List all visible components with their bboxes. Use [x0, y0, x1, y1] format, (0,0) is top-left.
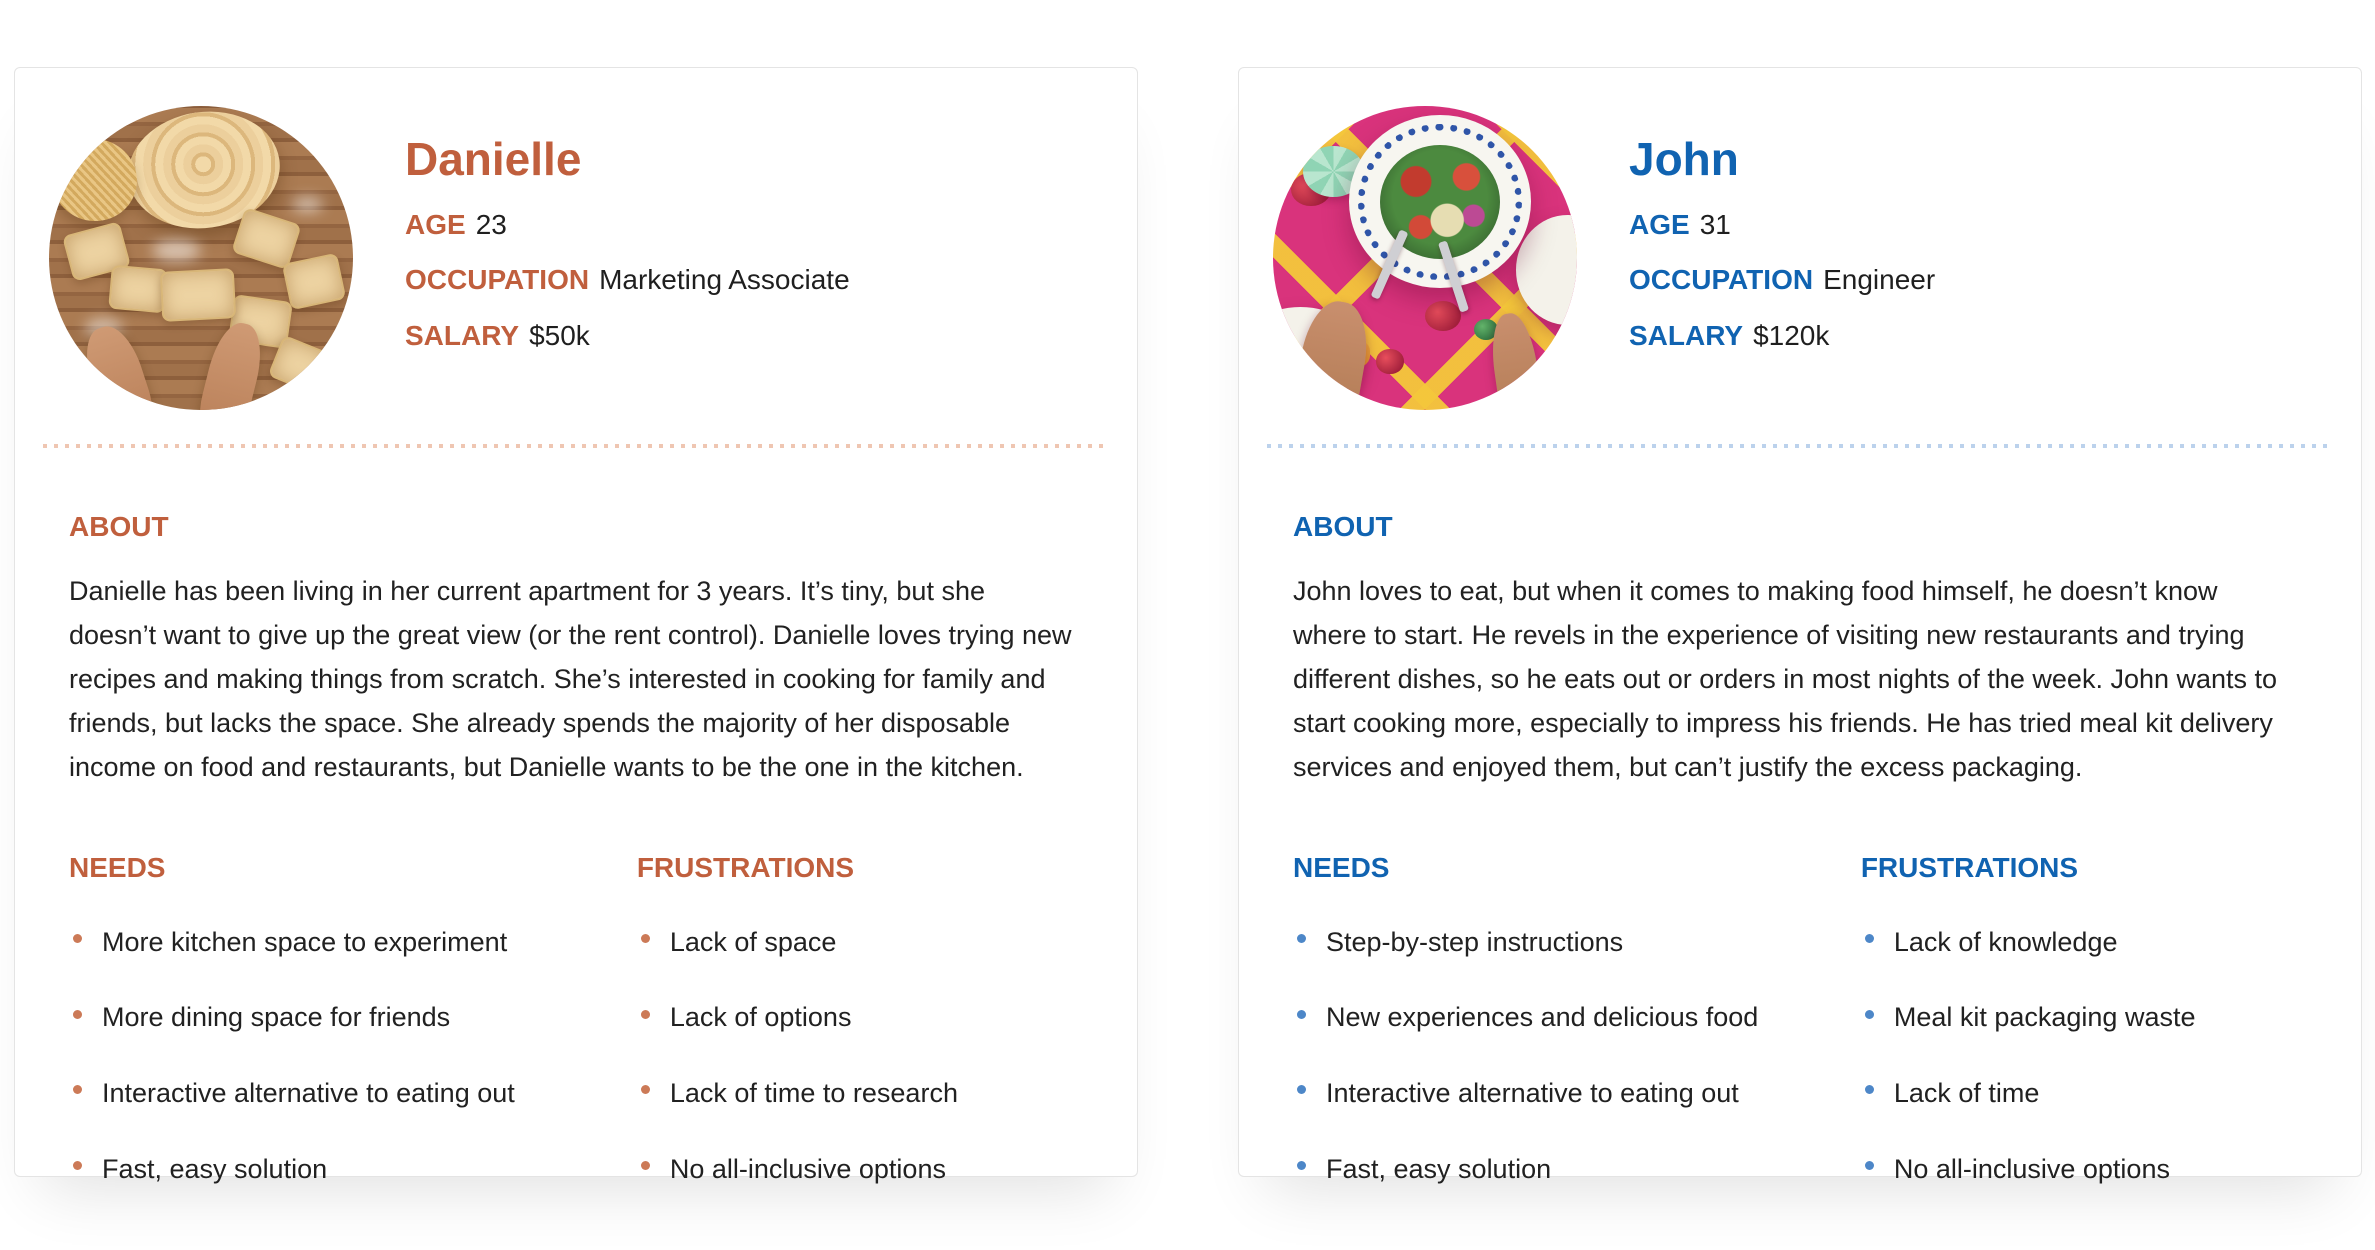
- list-item-text: Lack of time to research: [669, 1078, 958, 1109]
- list-item: [1861, 1001, 2307, 1035]
- ravioli-piece: [282, 253, 346, 310]
- frustrations-list: [1861, 926, 2307, 1187]
- about-heading: ABOUT: [1293, 511, 1393, 542]
- about-section: [69, 512, 1083, 789]
- age-value: 23: [475, 208, 507, 240]
- persona-fields: [1629, 210, 1935, 352]
- list-item-text: Fast, easy solution: [102, 1153, 328, 1184]
- about-text: John loves to eat, but when it comes to making food himself, he doesn’t know where to start. He revels in the experience of visiting new restaurants and trying different dishes, so he eats out or orders in most nights of the week. John wants to start cooking more, especially to impress his friends. He has tried meal kit delivery services and enjoyed them, but can’t justify the excess packaging.: [1293, 575, 2278, 782]
- about-section: [1293, 512, 2307, 789]
- occupation-field: [1629, 265, 1935, 296]
- ravioli-piece: [108, 265, 167, 313]
- persona-card-john: [1238, 67, 2362, 1184]
- side-plate: [1516, 215, 1577, 324]
- age-value: 31: [1699, 208, 1731, 240]
- dinner-table-photo: [1273, 106, 1577, 410]
- persona-header: [15, 68, 1137, 410]
- needs-frustrations-section: [69, 853, 1083, 1187]
- rose-pattern: [1425, 301, 1461, 331]
- list-item: [69, 1001, 637, 1035]
- needs-column: [69, 853, 637, 1187]
- flour-dust: [292, 197, 322, 212]
- list-item: [637, 1077, 1083, 1111]
- pasta-making-photo: [49, 106, 353, 410]
- dotted-divider: [43, 444, 1109, 448]
- bullet-dot-icon: [73, 1161, 82, 1170]
- salary-label: SALARY: [1629, 320, 1744, 352]
- list-item-text: No all-inclusive options: [1893, 1153, 2170, 1184]
- persona-header: [1239, 68, 2361, 410]
- frustrations-column: [1861, 853, 2307, 1187]
- frustrations-list: [637, 926, 1083, 1187]
- salary-label: SALARY: [405, 320, 520, 352]
- ravioli-piece: [232, 208, 302, 270]
- list-item: [1293, 1153, 1861, 1187]
- rose-pattern: [1376, 349, 1403, 373]
- list-item: [637, 1153, 1083, 1187]
- bullet-dot-icon: [1865, 934, 1874, 943]
- age-field: [405, 210, 850, 241]
- list-item: [637, 1001, 1083, 1035]
- list-item-text: Lack of time: [1893, 1078, 2040, 1109]
- about-heading: ABOUT: [69, 511, 169, 542]
- bullet-dot-icon: [641, 934, 650, 943]
- needs-frustrations-section: [1293, 853, 2307, 1187]
- occupation-label: OCCUPATION: [405, 264, 590, 296]
- bullet-dot-icon: [1297, 934, 1306, 943]
- flour-dust: [152, 240, 201, 261]
- list-item: [1293, 1077, 1861, 1111]
- right-hand: [1487, 310, 1546, 410]
- bullet-dot-icon: [1865, 1010, 1874, 1019]
- list-item: [69, 1077, 637, 1111]
- bullet-dot-icon: [1297, 1085, 1306, 1094]
- list-item-text: Step-by-step instructions: [1326, 926, 1624, 957]
- bullet-dot-icon: [1297, 1161, 1306, 1170]
- list-item-text: Interactive alternative to eating out: [102, 1078, 515, 1109]
- needs-list: [1293, 926, 1861, 1187]
- occupation-value: Engineer: [1823, 264, 1936, 296]
- list-item: [69, 926, 637, 960]
- bullet-dot-icon: [1865, 1161, 1874, 1170]
- thin-noodle-pile: [49, 131, 145, 229]
- list-item-text: Lack of options: [669, 1002, 852, 1033]
- list-item: [1293, 1001, 1861, 1035]
- list-item-text: Interactive alternative to eating out: [1326, 1078, 1739, 1109]
- list-item-text: More dining space for friends: [102, 1002, 451, 1033]
- occupation-field: [405, 265, 850, 296]
- persona-fields: [405, 210, 850, 352]
- persona-name: John: [1629, 133, 1739, 185]
- needs-list: [69, 926, 637, 1187]
- list-item: [1293, 926, 1861, 960]
- dotted-divider: [1267, 444, 2333, 448]
- needs-column: [1293, 853, 1861, 1187]
- frustrations-heading: FRUSTRATIONS: [1860, 851, 2079, 883]
- frustrations-column: [637, 853, 1083, 1187]
- frustrations-heading: FRUSTRATIONS: [636, 851, 855, 883]
- list-item: [1861, 926, 2307, 960]
- needs-heading: NEEDS: [1293, 851, 1390, 883]
- persona-name: Danielle: [405, 133, 582, 185]
- bullet-dot-icon: [73, 1010, 82, 1019]
- list-item-text: More kitchen space to experiment: [102, 926, 508, 957]
- salary-value: $120k: [1753, 320, 1830, 352]
- bullet-dot-icon: [641, 1010, 650, 1019]
- bullet-dot-icon: [73, 1085, 82, 1094]
- list-item-text: No all-inclusive options: [669, 1153, 946, 1184]
- age-label: AGE: [1629, 208, 1690, 240]
- age-field: [1629, 210, 1935, 241]
- bullet-dot-icon: [73, 934, 82, 943]
- bullet-dot-icon: [1865, 1085, 1874, 1094]
- needs-heading: NEEDS: [69, 851, 166, 883]
- list-item-text: Lack of knowledge: [1893, 926, 2118, 957]
- persona-summary: [1629, 106, 1935, 352]
- occupation-value: Marketing Associate: [599, 264, 850, 296]
- age-label: AGE: [405, 208, 466, 240]
- bullet-dot-icon: [641, 1085, 650, 1094]
- list-item-text: Fast, easy solution: [1326, 1153, 1552, 1184]
- ravioli-being-held: [160, 268, 236, 321]
- bullet-dot-icon: [1297, 1010, 1306, 1019]
- list-item-text: New experiences and delicious food: [1326, 1002, 1759, 1033]
- salary-field: [1629, 321, 1935, 352]
- list-item: [1861, 1153, 2307, 1187]
- about-text: Danielle has been living in her current apartment for 3 years. It’s tiny, but she doesn’t want to give up the great view (or the rent control). Danielle loves trying new recipes and making things from scratch. She’s interested in cooking for family and friends, but lacks the space. She already spends the majority of her disposable income on food and restaurants, but Danielle wants to be the one in the kitchen.: [69, 575, 1072, 782]
- list-item-text: Lack of space: [669, 926, 837, 957]
- list-item-text: Meal kit packaging waste: [1893, 1002, 2196, 1033]
- list-item: [69, 1153, 637, 1187]
- persona-summary: [405, 106, 850, 352]
- occupation-label: OCCUPATION: [1629, 264, 1814, 296]
- list-item: [637, 926, 1083, 960]
- salary-value: $50k: [529, 320, 590, 352]
- bullet-dot-icon: [641, 1161, 650, 1170]
- list-item: [1861, 1077, 2307, 1111]
- persona-card-danielle: [14, 67, 1138, 1184]
- salary-field: [405, 321, 850, 352]
- dinner-plate: [1349, 115, 1531, 288]
